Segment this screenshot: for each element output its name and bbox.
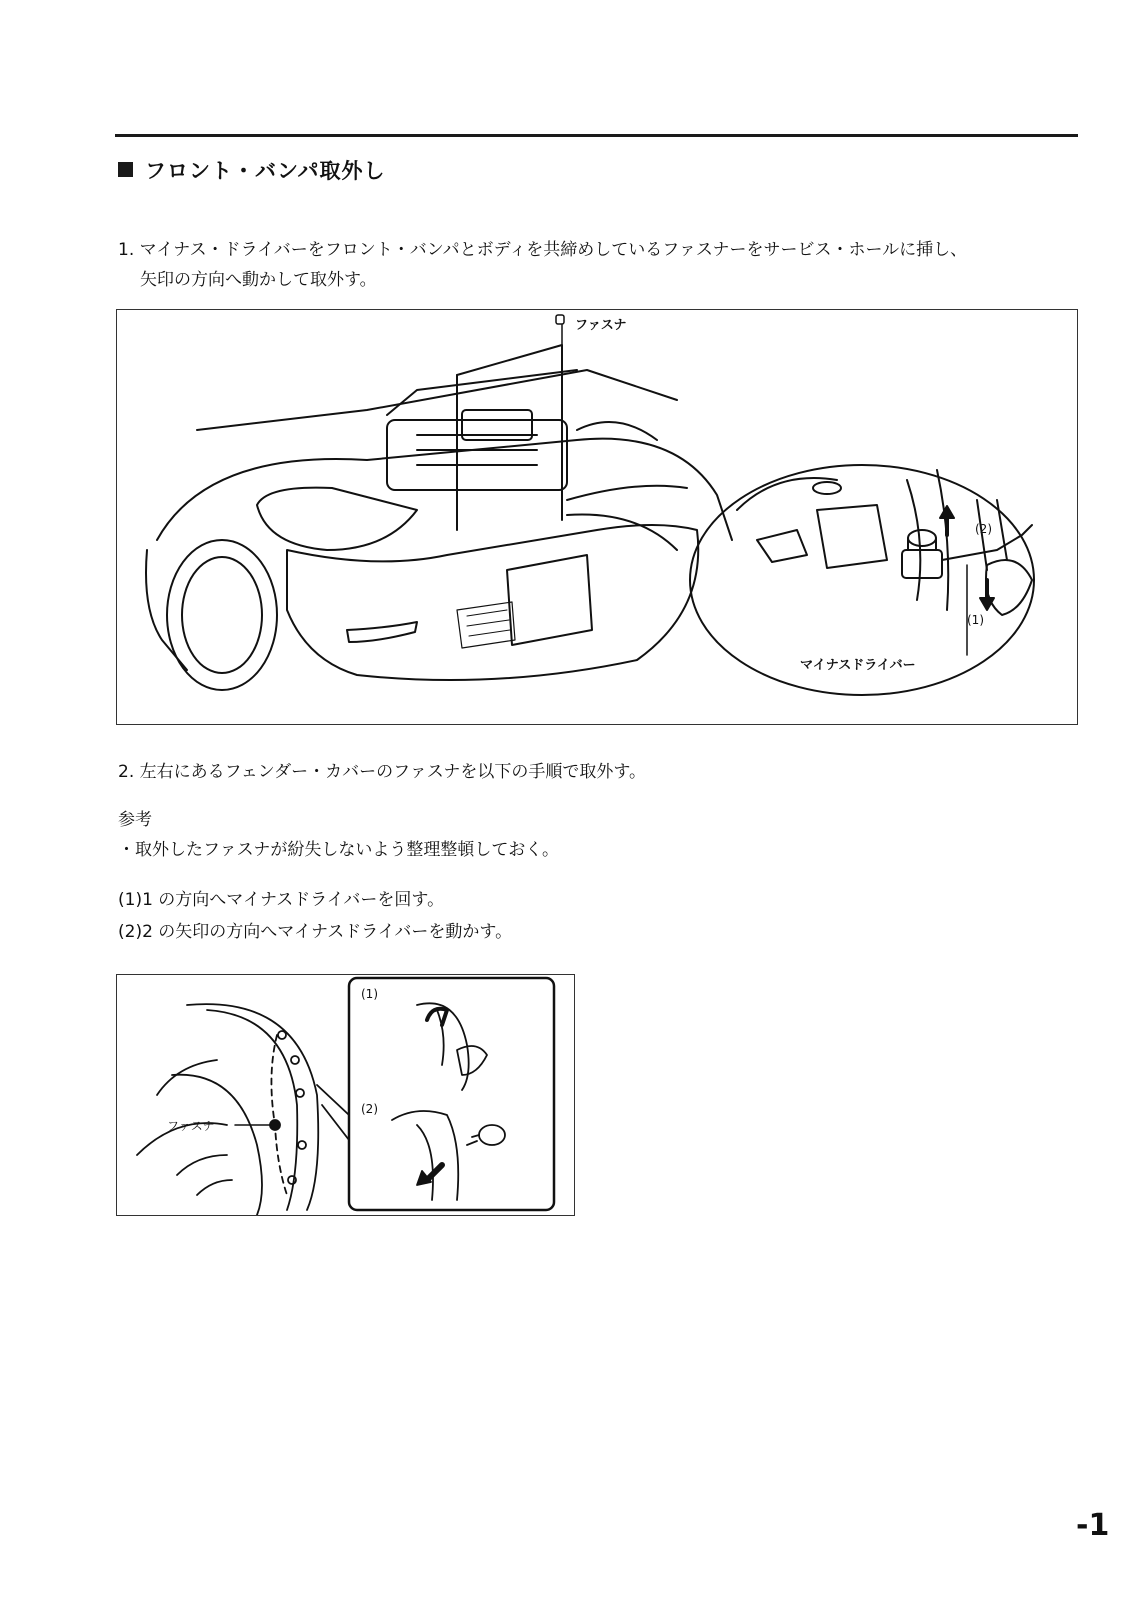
note-bullet: ・取外したファスナが紛失しないよう整理整頓しておく。 xyxy=(118,840,559,860)
step-2: 2. 左右にあるフェンダー・カバーのファスナを以下の手順で取外す。 xyxy=(118,762,647,782)
figure1-driver-label: マイナスドライバー xyxy=(800,658,916,673)
figure2-callout-2: (2) xyxy=(361,1102,378,1116)
figure1-fastener-label: ファスナ xyxy=(575,318,627,333)
substep-1: (1)1 の方向へマイナスドライバーを回す。 xyxy=(118,890,445,910)
front-bumper-illustration xyxy=(117,310,1077,724)
header-rule xyxy=(115,134,1078,137)
section-heading xyxy=(118,155,386,185)
figure2-callout-1: (1) xyxy=(361,987,378,1001)
step-1-line-1: 1. マイナス・ドライバーをフロント・バンパとボディを共締めしているファスナーをサービス・ホールに挿し、 xyxy=(118,240,968,260)
step-1-line-2: 矢印の方向へ動かして取外す。 xyxy=(140,270,377,290)
figure1-callout-2: (2) xyxy=(975,522,992,536)
section-title: フロント・バンパ取外し xyxy=(145,159,386,183)
square-bullet-icon xyxy=(118,162,133,177)
substep-2: (2)2 の矢印の方向へマイナスドライバーを動かす。 xyxy=(118,922,513,942)
fender-cover-illustration xyxy=(117,975,574,1215)
figure-front-bumper xyxy=(116,309,1078,725)
figure1-callout-1: (1) xyxy=(967,613,984,627)
figure-fender-cover xyxy=(116,974,575,1216)
figure2-fastener-label: ファスナ xyxy=(167,1119,215,1133)
page-number: -1 xyxy=(1076,1508,1110,1543)
note-heading: 参考 xyxy=(118,810,152,830)
